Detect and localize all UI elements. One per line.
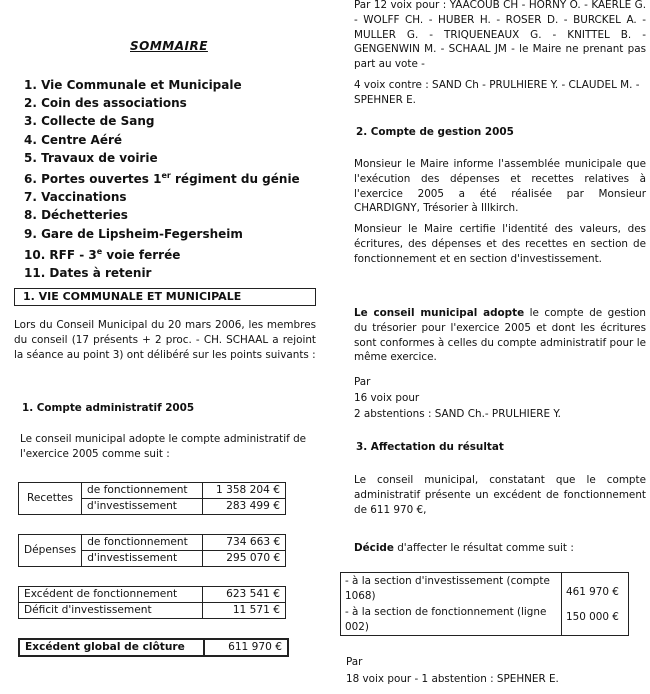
toc-item: 7. Vaccinations	[24, 190, 127, 205]
toc-item: 6. Portes ouvertes 1er régiment du génie	[24, 171, 300, 187]
table-cell: d'investissement	[82, 499, 203, 515]
table-cell: - à la section d'investissement (compte 1068)	[341, 573, 562, 605]
vote-contre-paragraph: 4 voix contre : SAND Ch - PRULHIERE Y. - CLAUDEL M. - SPEHNER E.	[354, 79, 640, 106]
compte-gestion-p2: Monsieur le Maire certifie l'identité des valeurs, des écritures, des dépenses et des recettes en section de fonctionnement et en section d'investissement.	[354, 223, 646, 265]
table-cell: 11 571 €	[203, 603, 286, 619]
decide-line: Décide d'affecter le résultat comme suit :	[354, 542, 574, 554]
table-cell: de fonctionnement	[82, 483, 203, 499]
subheading-compte-gestion: 2. Compte de gestion 2005	[356, 126, 514, 138]
section-heading-vie-communale: 1. VIE COMMUNALE ET MUNICIPALE	[14, 288, 316, 306]
table-cell: 623 541 €	[203, 587, 286, 603]
table-cell: Excédent de fonctionnement	[19, 587, 203, 603]
depenses-table	[18, 534, 286, 567]
toc-item: 11. Dates à retenir	[24, 266, 152, 281]
table-cell: de fonctionnement	[82, 535, 203, 551]
par-label: Par	[354, 376, 371, 388]
toc-item: 2. Coin des associations	[24, 96, 187, 111]
toc-item: 9. Gare de Lipsheim-Fegersheim	[24, 226, 243, 241]
affectation-text: Le conseil municipal, constatant que le compte administratif présente un excédent de fonctionnement de 611 970 €,	[354, 474, 646, 516]
table-cell: Excédent global de clôture	[19, 639, 204, 656]
table-cell: 1 358 204 €	[203, 483, 286, 499]
toc-item: 8. Déchetteries	[24, 208, 128, 223]
recettes-label: Recettes	[19, 483, 82, 515]
toc-item: 1. Vie Communale et Municipale	[24, 78, 242, 92]
toc-item: 3. Collecte de Sang	[24, 114, 155, 129]
table-cell: 734 663 €	[203, 535, 286, 551]
compte-gestion-p1: Monsieur le Maire informe l'assemblée municipale que l'exécution des dépenses et recettes relatives à l'exercice 2005 a été réalisée par Monsieur CHARDIGNY, Trésorier à Illkirch.	[354, 158, 646, 215]
final-vote-line: 18 voix pour - 1 abstention : SPEHNER E.	[346, 673, 559, 685]
toc-item: 10. RFF - 3e voie ferrée	[24, 246, 181, 262]
table-cell: d'investissement	[82, 551, 203, 567]
table-cell: 611 970 €	[204, 639, 288, 656]
global-table	[18, 638, 289, 657]
excedent-table	[18, 586, 286, 619]
affectation-table	[340, 572, 629, 636]
recettes-table	[18, 482, 286, 515]
table-cell: 295 070 €	[203, 551, 286, 567]
depenses-label: Dépenses	[19, 535, 82, 567]
table-cell: - à la section de fonctionnement (ligne 002)	[341, 604, 562, 636]
subheading-compte-administratif: 1. Compte administratif 2005	[22, 402, 195, 414]
abstentions-line: 2 abstentions : SAND Ch.- PRULHIERE Y.	[354, 408, 561, 420]
toc-item: 5. Travaux de voirie	[24, 150, 158, 165]
intro-paragraph: Lors du Conseil Municipal du 20 mars 2006, les membres du conseil (17 présents + 2 proc. - CH. SCHAAL a rejoint la séance au point 3) ont délibéré sur les points suivants :	[14, 319, 316, 361]
table-cell: 461 970 €	[562, 573, 629, 605]
adoption-paragraph: Le conseil municipal adopte le compte de gestion du trésorier pour l'exercice 2005 et dont les écritures sont conformes à celles du compte administratif pour le même exercice.	[354, 307, 646, 364]
sommaire-title: SOMMAIRE	[130, 39, 208, 53]
toc-item: 4. Centre Aéré	[24, 132, 123, 147]
table-cell: 150 000 €	[562, 604, 629, 636]
table-cell: Déficit d'investissement	[19, 603, 203, 619]
par-label-final: Par	[346, 656, 363, 668]
votes-pour-line: 16 voix pour	[354, 392, 420, 404]
vote-pour-paragraph: Par 12 voix pour : YAACOUB CH - HORNY O. - KAERLE G. - WOLFF CH. - HUBER H. - ROSER D. - BURCKEL A. - MULLER G. - TRIQUENEAUX G. - KNITTEL B. - GENGENWIN M. - SCHAAL JM - le Maire ne prenant pas part au vote -	[354, 0, 646, 71]
table-of-contents	[24, 76, 300, 282]
table-cell: 283 499 €	[203, 499, 286, 515]
compte-administratif-text: Le conseil municipal adopte le compte administratif de l'exercice 2005 comme suit :	[20, 433, 307, 460]
subheading-affectation: 3. Affectation du résultat	[356, 441, 504, 453]
